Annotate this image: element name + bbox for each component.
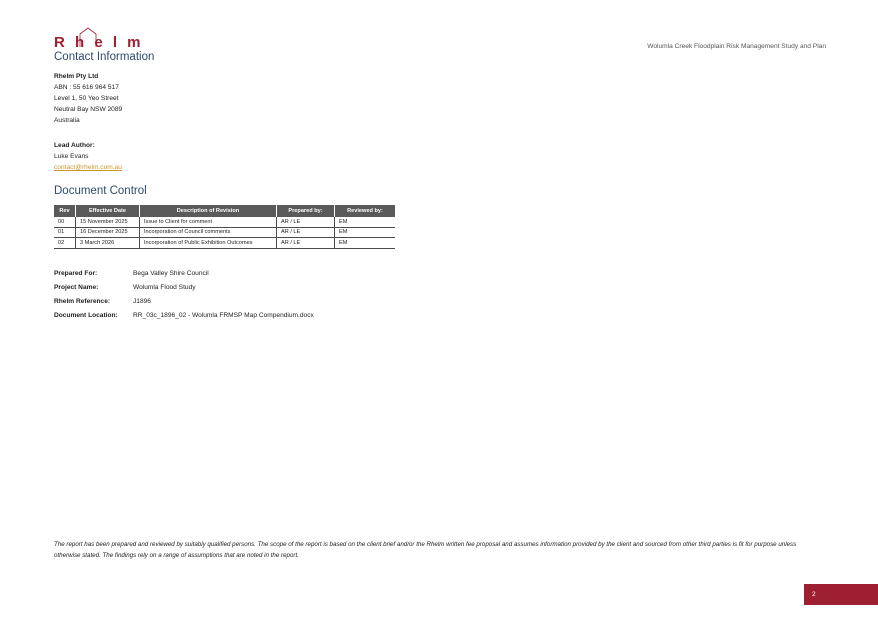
reference-value: J1896: [133, 297, 151, 305]
col-prepared-by: Prepared by:: [277, 205, 335, 217]
date-cell: 3 March 2026: [76, 238, 140, 249]
document-location-label: Document Location:: [54, 311, 118, 319]
col-effective-date: Effective Date: [76, 205, 140, 217]
company-address-line1: Level 1, 50 Yeo Street: [54, 95, 119, 102]
document-control-heading: Document Control: [54, 185, 147, 197]
reviewed-by-cell: EM: [335, 227, 396, 238]
disclaimer-text: The report has been prepared and reviewed by suitably qualified persons. The scope of the report is based on the client brief and/or the Rhelm written fee proposal and assumes information provided by the client and sourced from other third parties is fit for purpose unless otherwise stated. The findings rely on a range of assumptions that are noted in the report.: [54, 541, 797, 559]
company-address-line2: Neutral Bay NSW 2089: [54, 106, 123, 113]
company-name: Rhelm Pty Ltd: [54, 73, 99, 80]
revision-table-header: [54, 205, 395, 217]
company-abn: ABN : 55 616 964 517: [54, 84, 119, 91]
contact-information-heading: Contact Information: [54, 51, 155, 63]
project-metadata: [54, 266, 314, 322]
document-location-row: [54, 308, 314, 322]
rev-cell: 00: [54, 217, 76, 227]
report-title: Wolumla Creek Floodplain Risk Management Study and Plan: [647, 43, 826, 50]
rev-cell: 02: [54, 238, 76, 249]
lead-author-name: Luke Evans: [54, 153, 89, 160]
rhelm-logo: [54, 26, 144, 51]
col-description: Description of Revision: [140, 205, 277, 217]
contact-email-link[interactable]: contact@rhelm.com.au: [54, 164, 122, 171]
document-location-value: RR_03c_1896_02 - Wolumla FRMSP Map Compendium.docx: [133, 311, 314, 319]
description-cell: Incorporation of Council comments: [140, 227, 277, 238]
reference-row: [54, 294, 314, 308]
reviewed-by-cell: EM: [335, 217, 396, 227]
prepared-by-cell: AR / LE: [277, 238, 335, 249]
rhelm-logo-graphic: [54, 26, 144, 51]
company-country: Australia: [54, 117, 80, 124]
page-number: 2: [812, 591, 816, 598]
reference-label: Rhelm Reference:: [54, 297, 111, 305]
rev-cell: 01: [54, 227, 76, 238]
page-number-badge: [804, 584, 878, 605]
prepared-for-value: Bega Valley Shire Council: [133, 269, 209, 277]
prepared-by-cell: AR / LE: [277, 227, 335, 238]
col-reviewed-by: Reviewed by:: [335, 205, 396, 217]
project-name-value: Wolumla Flood Study: [133, 283, 196, 291]
lead-author-block: [54, 140, 122, 173]
table-row: [54, 217, 395, 227]
reviewed-by-cell: EM: [335, 238, 396, 249]
lead-author-label: Lead Author:: [54, 142, 95, 149]
table-row: [54, 227, 395, 238]
revision-table: [54, 205, 395, 249]
svg-text:R h e l m: R h e l m: [54, 34, 144, 51]
project-name-label: Project Name:: [54, 283, 99, 291]
date-cell: 15 November 2025: [76, 217, 140, 227]
project-name-row: [54, 280, 314, 294]
date-cell: 16 December 2025: [76, 227, 140, 238]
description-cell: Incorporation of Public Exhibition Outcomes: [140, 238, 277, 249]
table-row: [54, 238, 395, 249]
company-details: [54, 71, 122, 126]
col-rev: Rev: [54, 205, 76, 217]
prepared-by-cell: AR / LE: [277, 217, 335, 227]
prepared-for-row: [54, 266, 314, 280]
prepared-for-label: Prepared For:: [54, 269, 98, 277]
description-cell: Issue to Client for comment: [140, 217, 277, 227]
